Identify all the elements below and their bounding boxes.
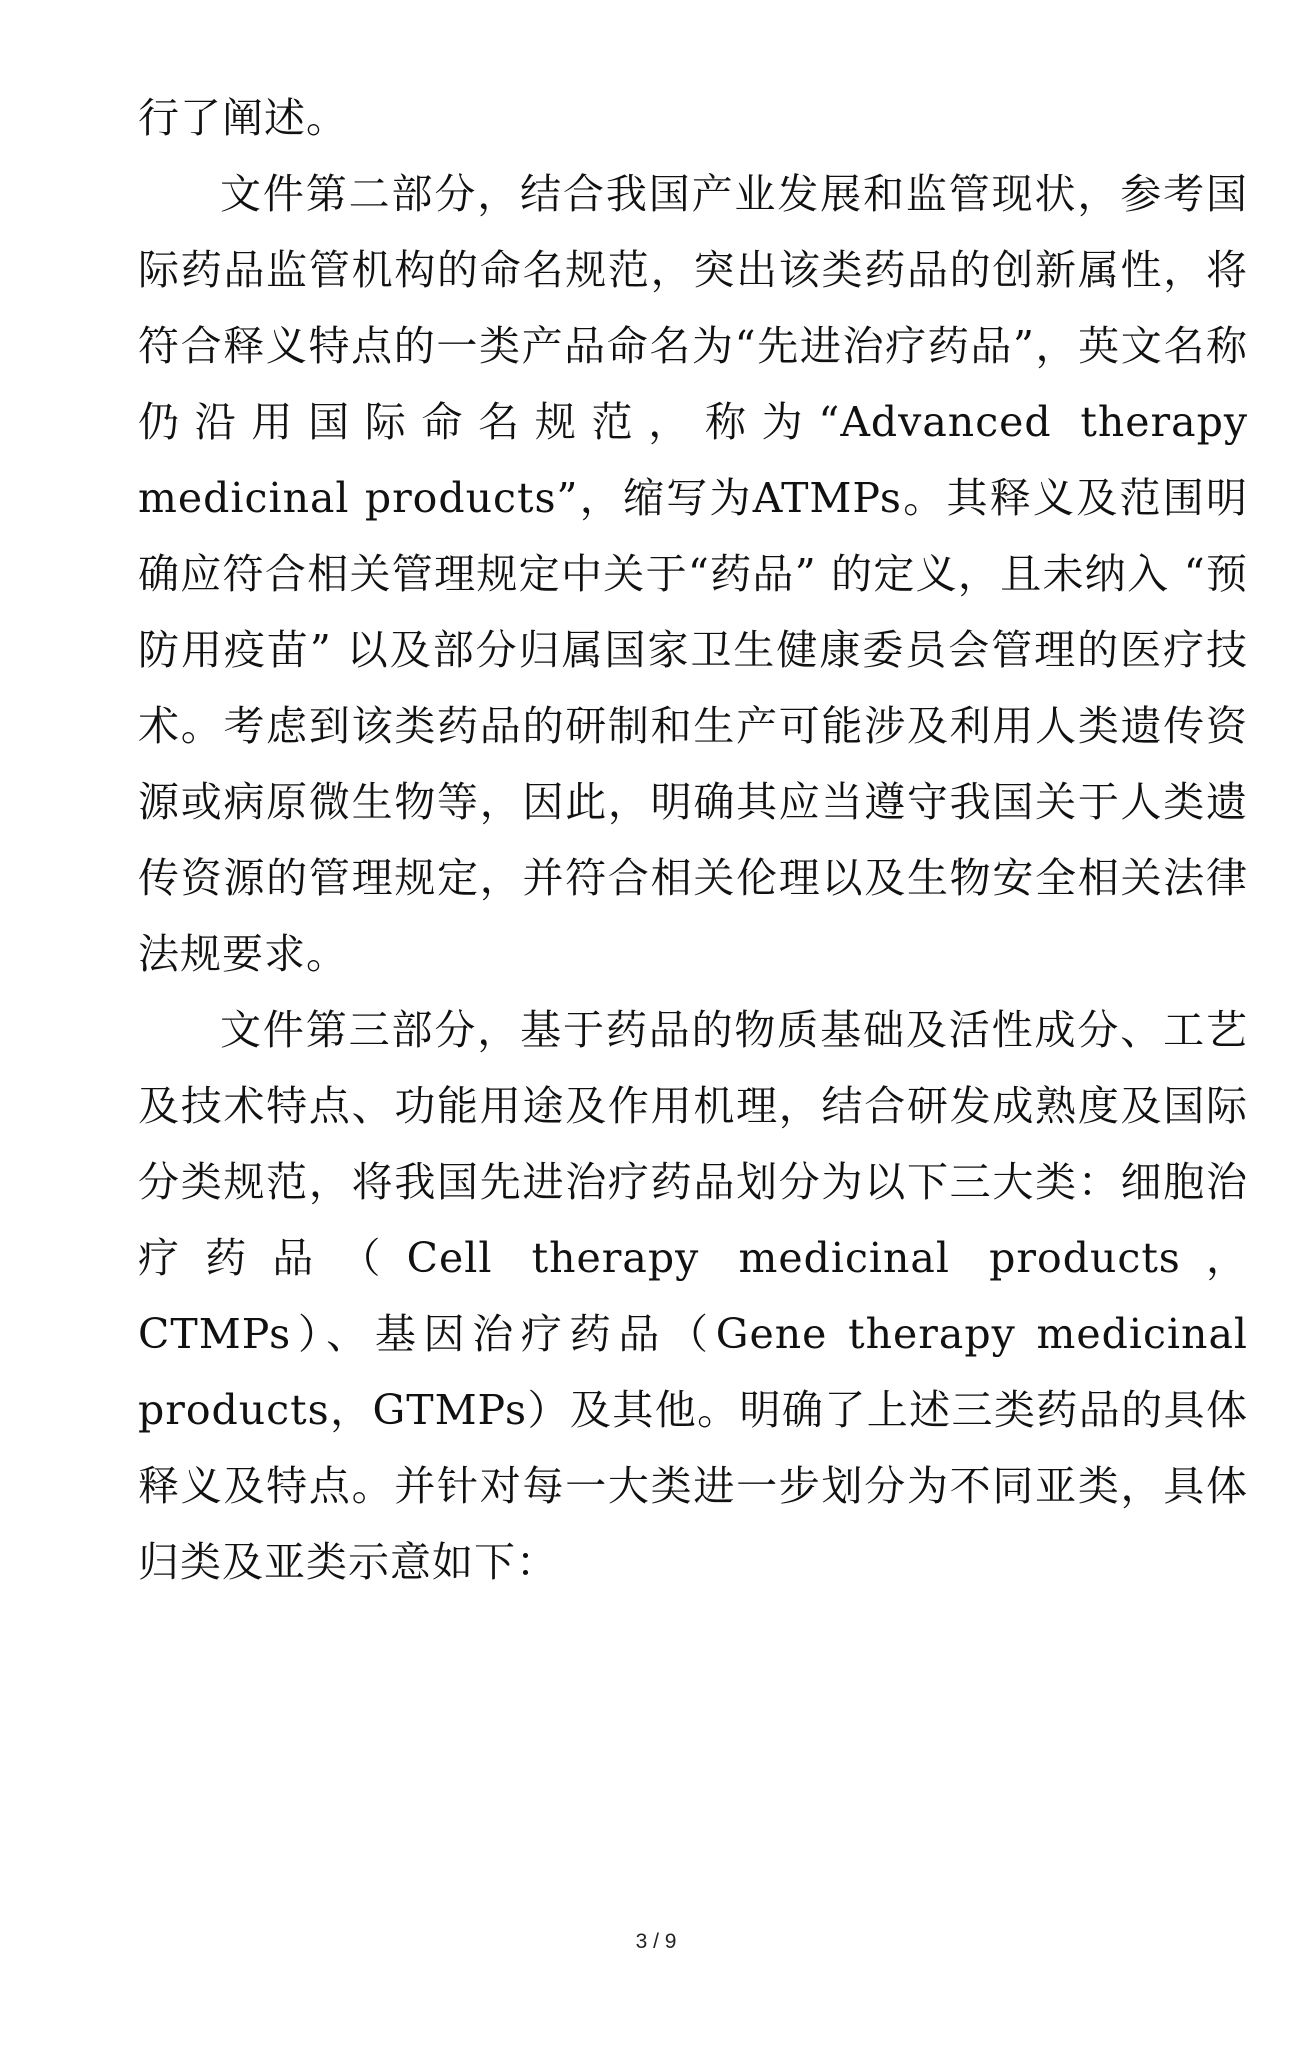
paragraph-part-three: 文件第三部分，基于药品的物质基础及活性成分、工艺及技术特点、功能用途及作用机理，结合研发成熟度及国际分类规范，将我国先进治疗药品划分为以下三大类：细胞治疗药品（Cell therapy medicinal products，CTMPs）、基因治疗药品（Gene therapy medicinal products，GTMPs）及其他。明确了上述三类药品的具体释义及特点。并针对每一大类进一步划分为不同亚类，具体归类及亚类示意如下： bbox=[138, 1006, 1248, 1586]
document-body bbox=[138, 80, 1248, 1600]
paragraph-part-two: 文件第二部分，结合我国产业发展和监管现状，参考国际药品监管机构的命名规范，突出该类药品的创新属性，将符合释义特点的一类产品命名为“先进治疗药品”，英文名称仍沿用国际命名规范，称为“Advanced therapy medicinal products”，缩写为ATMPs。其释义及范围明确应符合相关管理规定中关于“药品” 的定义，且未纳入 “预防用疫苗” 以及部分归属国家卫生健康委员会管理的医疗技术。考虑到该类药品的研制和生产可能涉及利用人类遗传资源或病原微生物等，因此，明确其应当遵守我国关于人类遗传资源的管理规定，并符合相关伦理以及生物安全相关法律法规要求。 bbox=[138, 170, 1248, 978]
paragraph-continuation: 行了阐述。 bbox=[138, 94, 348, 142]
page-number: 3 / 9 bbox=[635, 1930, 677, 1953]
